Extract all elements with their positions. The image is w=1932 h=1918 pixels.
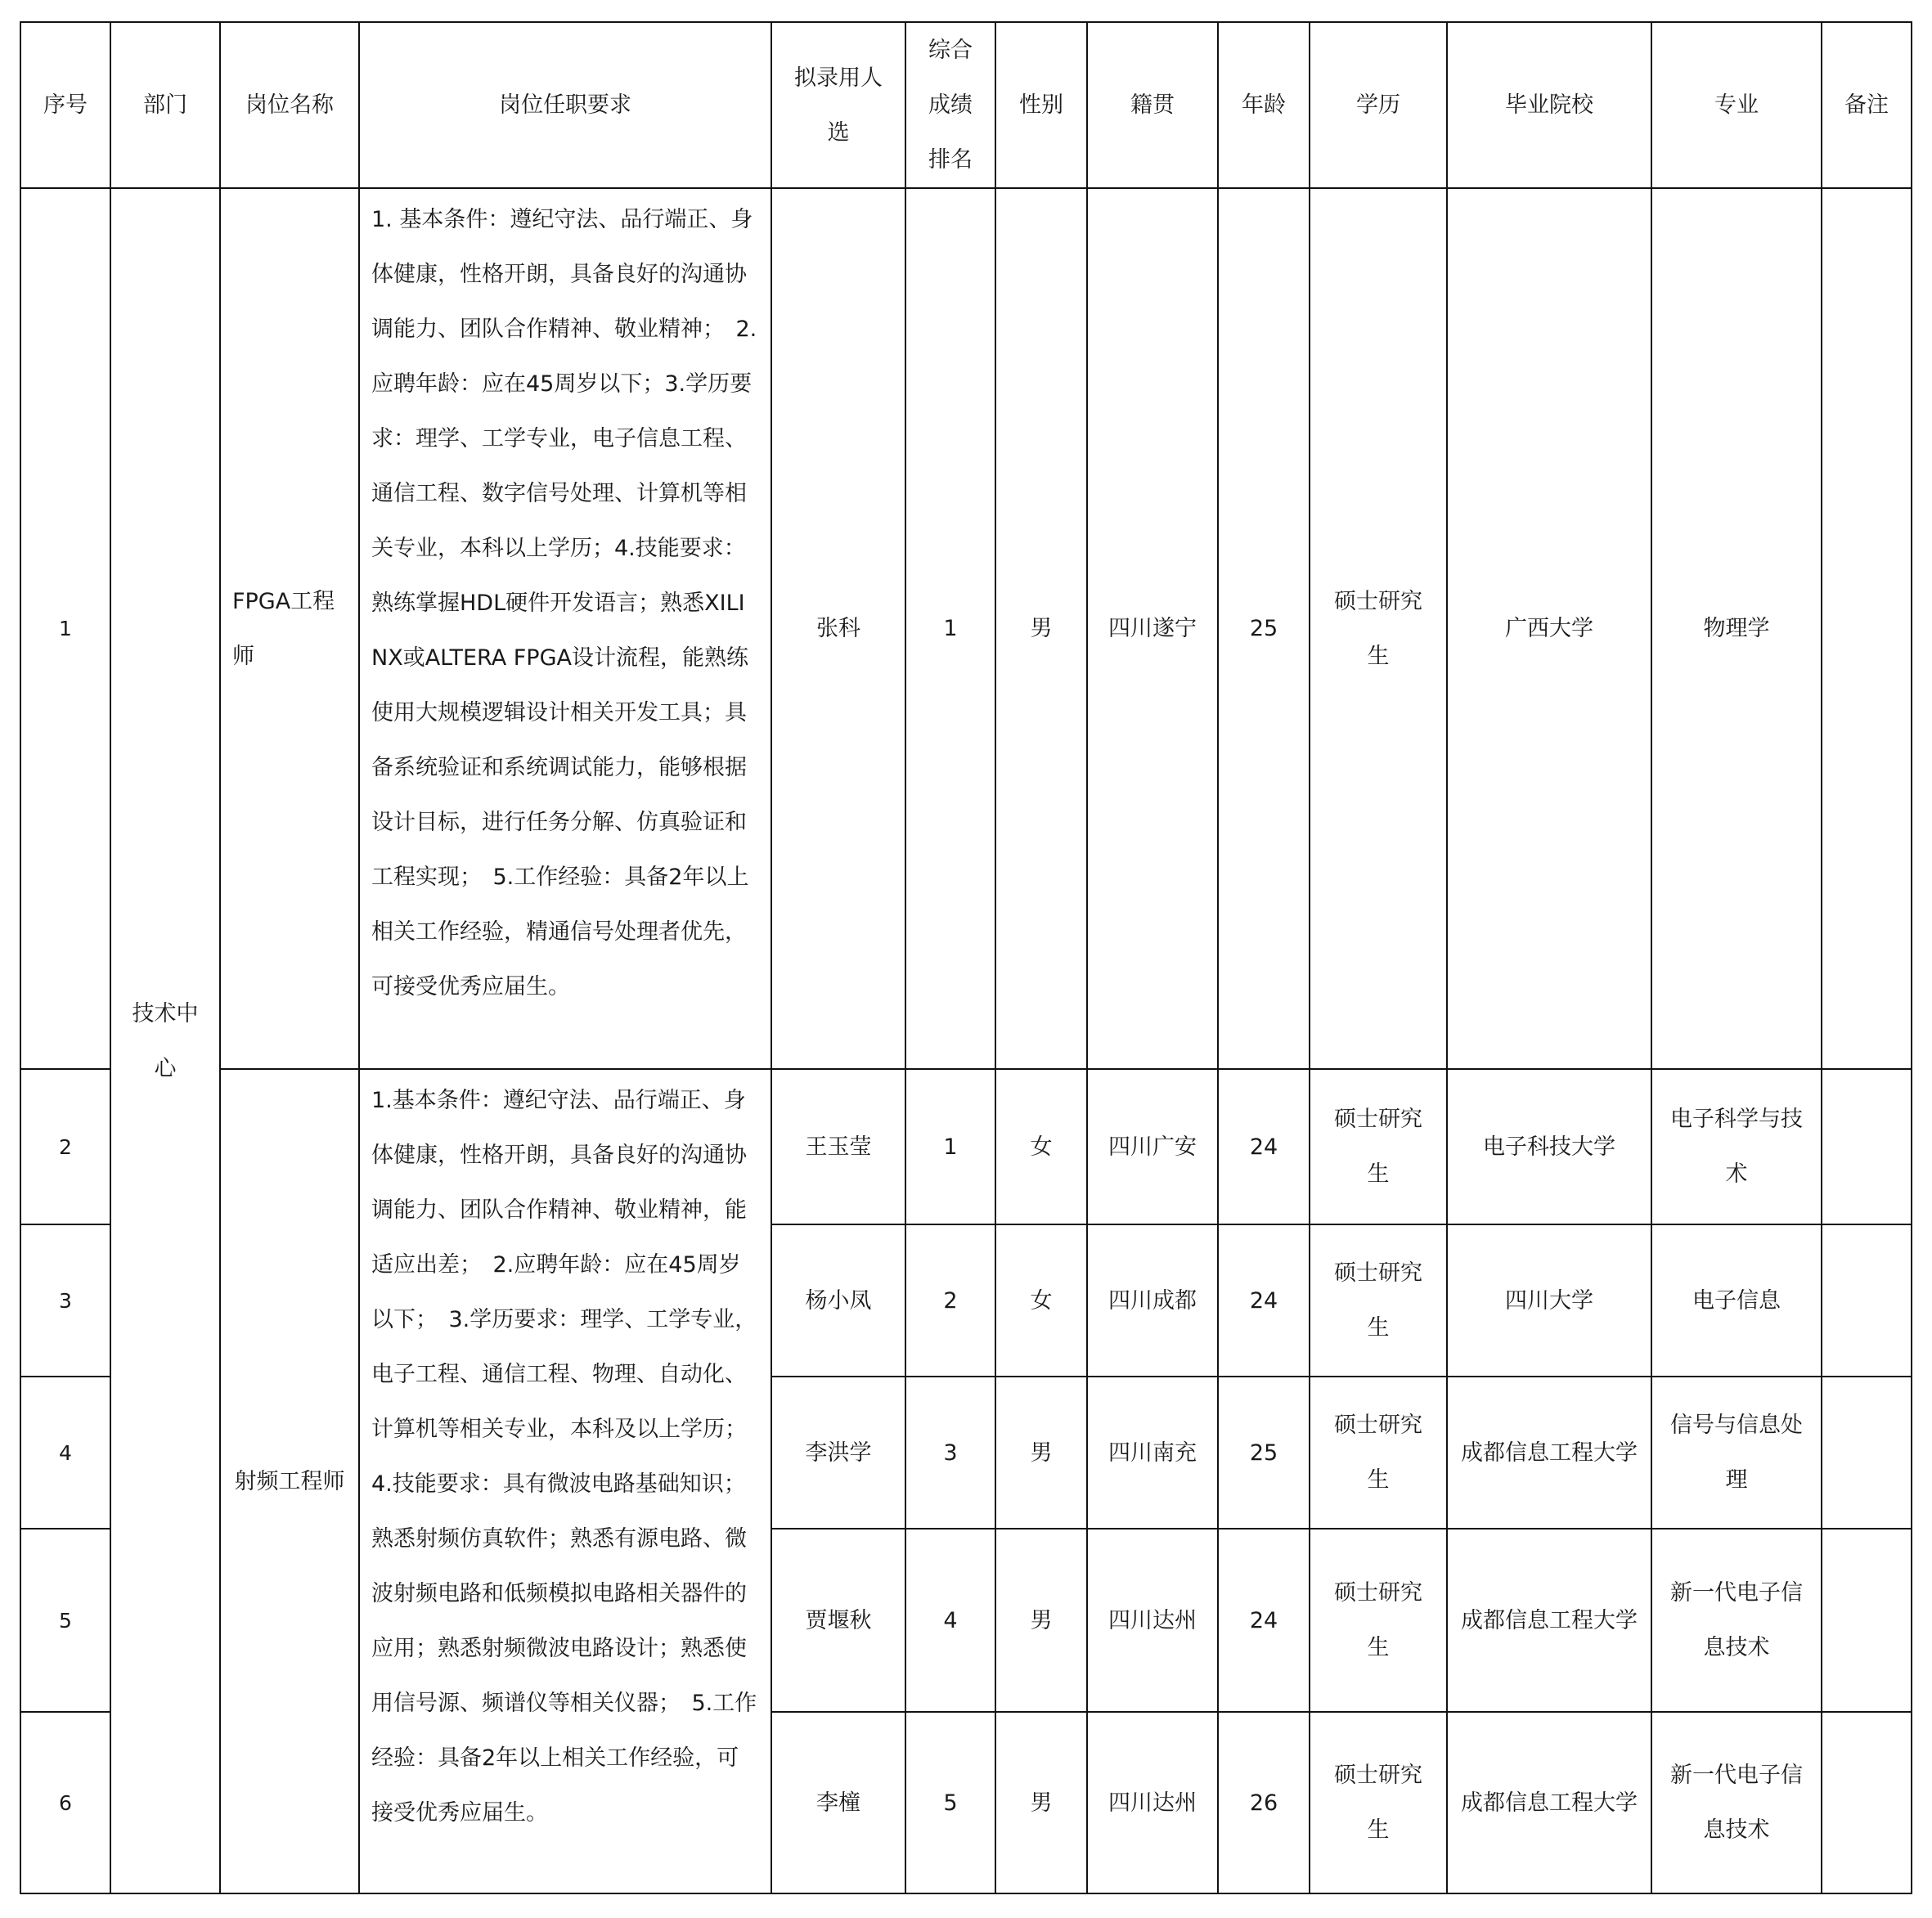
remarks-value xyxy=(1822,1529,1912,1712)
remarks-value xyxy=(1822,1069,1912,1224)
header-row xyxy=(20,22,1912,188)
header-age: 年龄 xyxy=(1218,22,1310,188)
major-value: 新一代电子信息技术 xyxy=(1651,1529,1822,1712)
position-title-fpga: FPGA工程师 xyxy=(220,188,359,1069)
gender-value: 女 xyxy=(995,1224,1087,1377)
education-value: 硕士研究生 xyxy=(1310,1224,1447,1377)
remarks-value xyxy=(1822,1377,1912,1529)
candidate-name: 王玉莹 xyxy=(771,1069,905,1224)
education-value: 硕士研究生 xyxy=(1310,1529,1447,1712)
education-value: 硕士研究生 xyxy=(1310,1377,1447,1529)
remarks-value xyxy=(1822,188,1912,1069)
school-value: 四川大学 xyxy=(1447,1224,1651,1377)
rank-value: 1 xyxy=(905,188,995,1069)
origin-value: 四川遂宁 xyxy=(1087,188,1218,1069)
age-value: 24 xyxy=(1218,1069,1310,1224)
table-row xyxy=(20,1069,1912,1224)
row-seq: 3 xyxy=(20,1224,110,1377)
header-education: 学历 xyxy=(1310,22,1447,188)
position-requirements-fpga: 1. 基本条件：遵纪守法、品行端正、身体健康，性格开朗，具备良好的沟通协调能力、团队合作精神、敬业精神； 2. 应聘年龄：应在45周岁以下；3.学历要求：理学、工学专业，电子信息工程、通信工程、数字信号处理、计算机等相关专业，本科以上学历；4.技能要求：熟练掌握HDL硬件开发语言；熟悉XILINX或ALTERA FPGA设计流程，能熟练使用大规模逻辑设计相关开发工具；具备系统验证和系统调试能力，能够根据设计目标，进行任务分解、仿真验证和工程实现； 5.工作经验：具备2年以上相关工作经验，精通信号处理者优先，可接受优秀应届生。 xyxy=(359,188,771,1069)
gender-value: 男 xyxy=(995,1529,1087,1712)
department-cell: 技术中心 xyxy=(110,188,220,1893)
hiring-roster-table xyxy=(20,21,1912,1894)
remarks-value xyxy=(1822,1224,1912,1377)
rank-value: 3 xyxy=(905,1377,995,1529)
education-value: 硕士研究生 xyxy=(1310,188,1447,1069)
education-value: 硕士研究生 xyxy=(1310,1712,1447,1893)
candidate-name: 贾堰秋 xyxy=(771,1529,905,1712)
row-seq: 4 xyxy=(20,1377,110,1529)
origin-value: 四川达州 xyxy=(1087,1529,1218,1712)
education-value: 硕士研究生 xyxy=(1310,1069,1447,1224)
header-position: 岗位名称 xyxy=(220,22,359,188)
age-value: 26 xyxy=(1218,1712,1310,1893)
row-seq: 6 xyxy=(20,1712,110,1893)
header-seq: 序号 xyxy=(20,22,110,188)
header-school: 毕业院校 xyxy=(1447,22,1651,188)
origin-value: 四川南充 xyxy=(1087,1377,1218,1529)
header-origin: 籍贯 xyxy=(1087,22,1218,188)
major-value: 信号与信息处理 xyxy=(1651,1377,1822,1529)
rank-value: 1 xyxy=(905,1069,995,1224)
position-requirements-rf: 1.基本条件：遵纪守法、品行端正、身体健康，性格开朗，具备良好的沟通协调能力、团队合作精神、敬业精神，能适应出差； 2.应聘年龄：应在45周岁以下； 3.学历要求：理学、工学专业，电子工程、通信工程、物理、自动化、计算机等相关专业，本科及以上学历； 4.技能要求：具有微波电路基础知识；熟悉射频仿真软件；熟悉有源电路、微波射频电路和低频模拟电路相关器件的应用；熟悉射频微波电路设计；熟悉使用信号源、频谱仪等相关仪器； 5.工作经验：具备2年以上相关工作经验，可接受优秀应届生。 xyxy=(359,1069,771,1893)
origin-value: 四川达州 xyxy=(1087,1712,1218,1893)
major-value: 电子信息 xyxy=(1651,1224,1822,1377)
school-value: 成都信息工程大学 xyxy=(1447,1712,1651,1893)
rank-value: 4 xyxy=(905,1529,995,1712)
major-value: 新一代电子信息技术 xyxy=(1651,1712,1822,1893)
gender-value: 男 xyxy=(995,1712,1087,1893)
rank-value: 5 xyxy=(905,1712,995,1893)
header-candidate: 拟录用人选 xyxy=(771,22,905,188)
header-requirements: 岗位任职要求 xyxy=(359,22,771,188)
rank-value: 2 xyxy=(905,1224,995,1377)
header-remarks: 备注 xyxy=(1822,22,1912,188)
age-value: 24 xyxy=(1218,1529,1310,1712)
school-value: 广西大学 xyxy=(1447,188,1651,1069)
candidate-name: 杨小凤 xyxy=(771,1224,905,1377)
age-value: 24 xyxy=(1218,1224,1310,1377)
table-row xyxy=(20,188,1912,1069)
gender-value: 男 xyxy=(995,1377,1087,1529)
remarks-value xyxy=(1822,1712,1912,1893)
header-dept: 部门 xyxy=(110,22,220,188)
header-gender: 性别 xyxy=(995,22,1087,188)
gender-value: 男 xyxy=(995,188,1087,1069)
candidate-name: 李洪学 xyxy=(771,1377,905,1529)
major-value: 电子科学与技术 xyxy=(1651,1069,1822,1224)
school-value: 成都信息工程大学 xyxy=(1447,1377,1651,1529)
row-seq: 1 xyxy=(20,188,110,1069)
origin-value: 四川广安 xyxy=(1087,1069,1218,1224)
candidate-name: 张科 xyxy=(771,188,905,1069)
origin-value: 四川成都 xyxy=(1087,1224,1218,1377)
row-seq: 5 xyxy=(20,1529,110,1712)
school-value: 电子科技大学 xyxy=(1447,1069,1651,1224)
position-title-rf: 射频工程师 xyxy=(220,1069,359,1893)
gender-value: 女 xyxy=(995,1069,1087,1224)
row-seq: 2 xyxy=(20,1069,110,1224)
major-value: 物理学 xyxy=(1651,188,1822,1069)
header-rank: 综合成绩排名 xyxy=(905,22,995,188)
age-value: 25 xyxy=(1218,188,1310,1069)
header-major: 专业 xyxy=(1651,22,1822,188)
school-value: 成都信息工程大学 xyxy=(1447,1529,1651,1712)
candidate-name: 李橦 xyxy=(771,1712,905,1893)
age-value: 25 xyxy=(1218,1377,1310,1529)
